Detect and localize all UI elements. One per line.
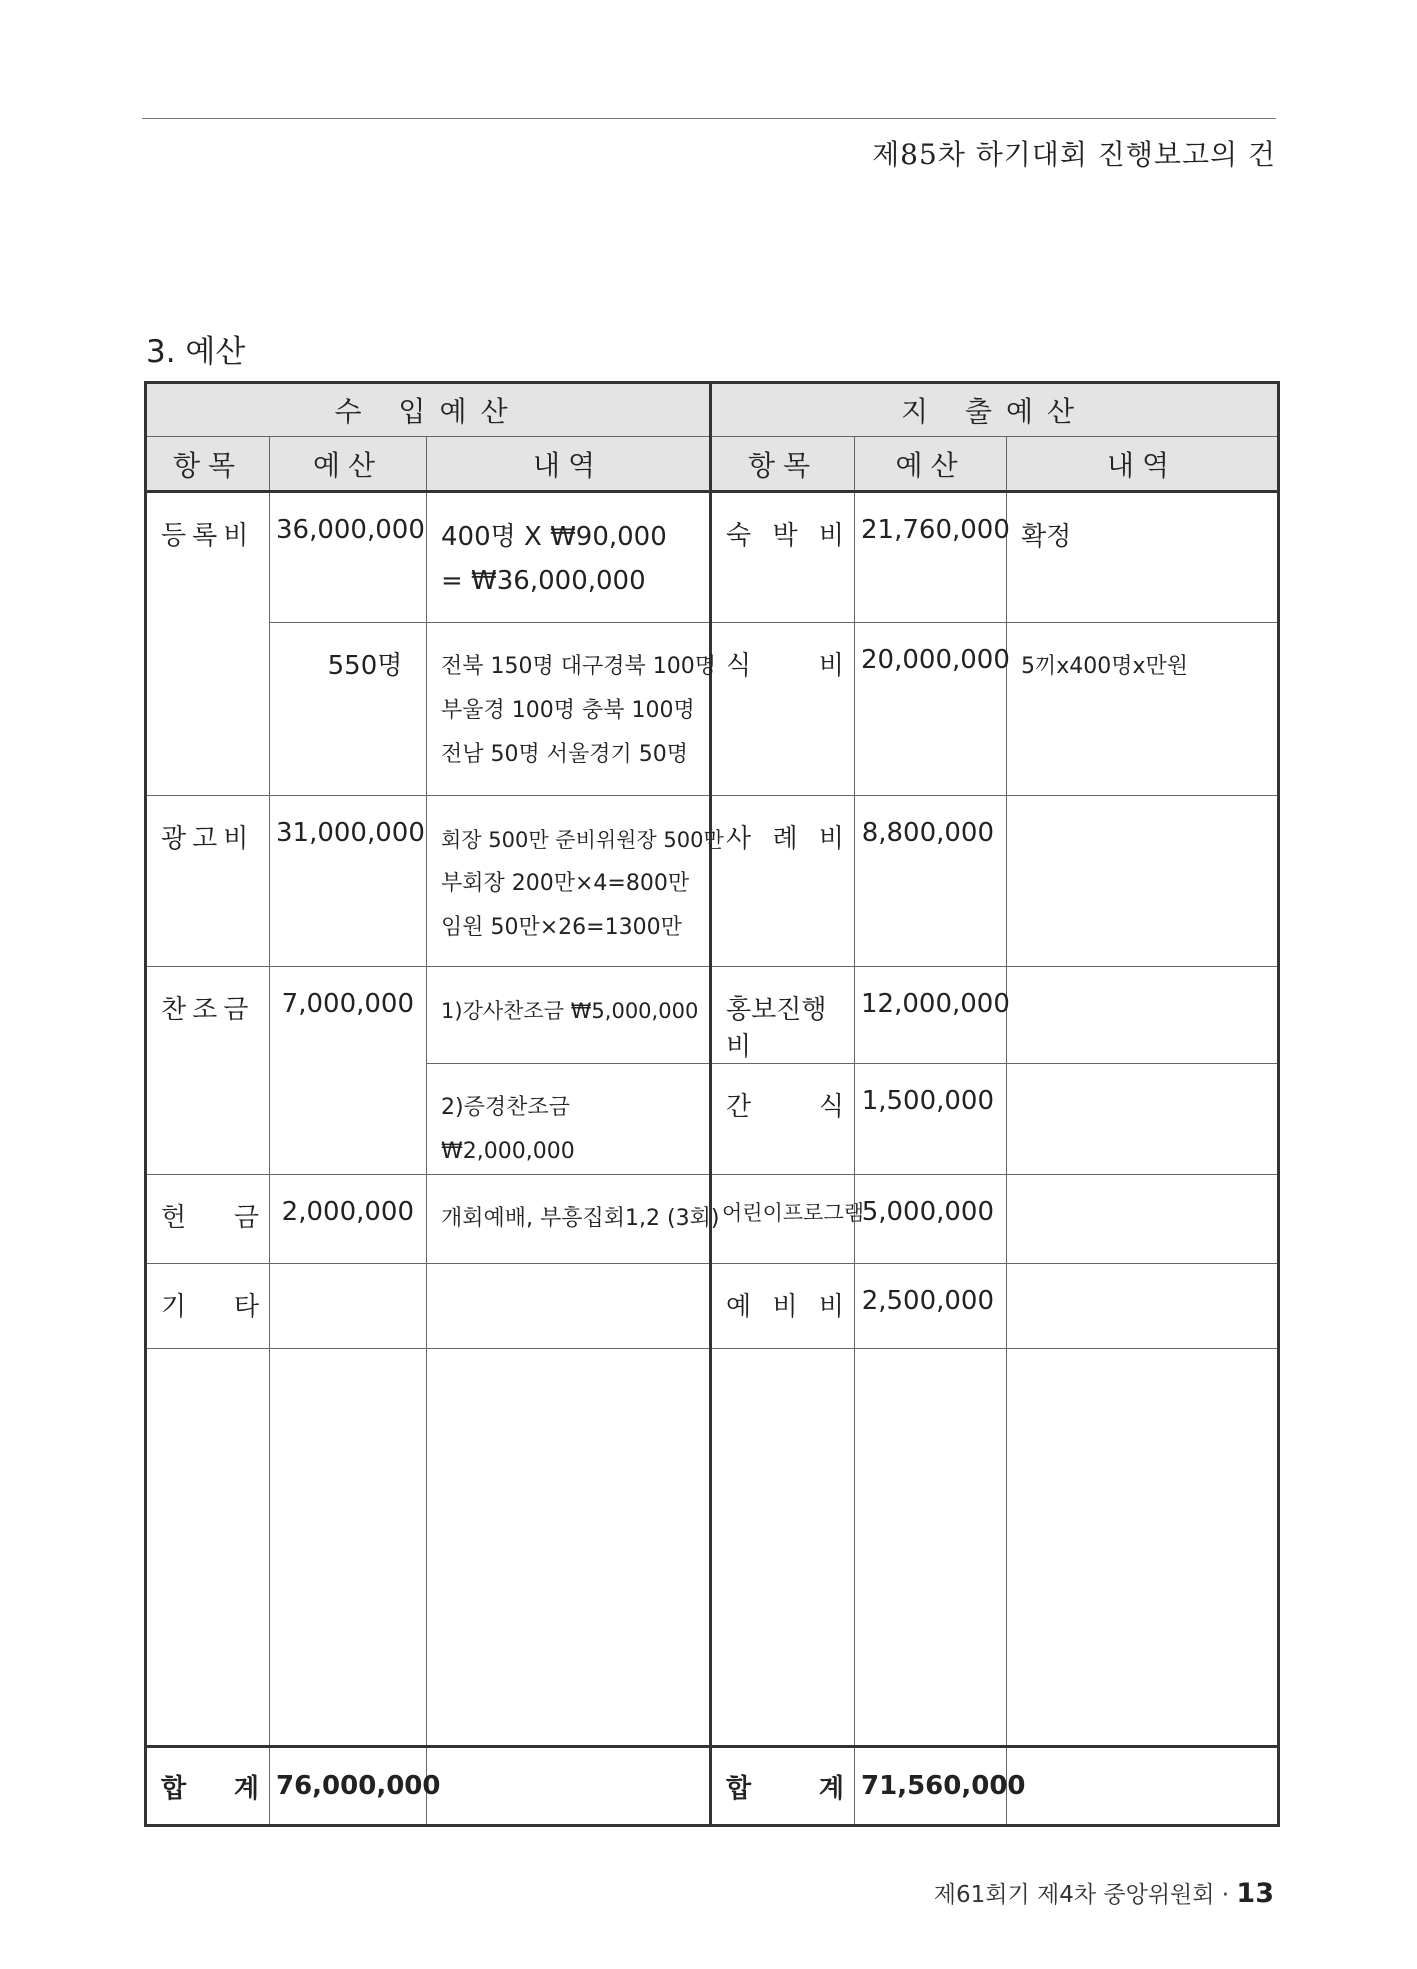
expense-total-label [711, 1747, 855, 1826]
table-row [146, 967, 1279, 1064]
expense-detail-snacks [1007, 1064, 1279, 1175]
detail-line: 400명 X ₩90,000 [441, 522, 667, 552]
empty-cell [855, 1349, 1007, 1747]
income-item-other [146, 1264, 270, 1349]
running-header: 제85차 하기대회 진행보고의 건 [872, 138, 1276, 171]
item-char: 식 [726, 651, 752, 681]
expense-total-detail [1007, 1747, 1279, 1826]
income-item-sponsorship: 찬조금 [146, 967, 270, 1175]
expense-amount-lodging: 21,760,000 [855, 492, 1007, 623]
expense-item-promotion: 홍보진행비 [711, 967, 855, 1064]
detail-line: 부울경 100명 충북 100명 [441, 698, 695, 723]
item-char: 비 [818, 824, 845, 854]
income-amount-other [270, 1264, 427, 1349]
detail-line: 전북 150명 대구경북 100명 [441, 654, 716, 679]
income-item-advertising: 광고비 [146, 796, 270, 967]
item-char: 사 [726, 824, 752, 854]
item-char: 타 [233, 1292, 259, 1322]
expense-detail-reserve [1007, 1264, 1279, 1349]
item-char: 기 [161, 1292, 187, 1322]
detail-line: = ₩36,000,000 [441, 566, 646, 596]
income-budget-col-header: 예산 [270, 437, 427, 492]
expense-detail-lodging: 확정 [1007, 492, 1279, 623]
detail-line: 임원 50만×26=1300만 [441, 915, 682, 940]
page-number: 13 [1236, 1878, 1274, 1909]
detail-line: 전남 50명 서울경기 50명 [441, 742, 688, 767]
income-item-header: 항목 [146, 437, 270, 492]
income-total-label [146, 1747, 270, 1826]
income-item-registration: 등록비 [146, 492, 270, 796]
expense-amount-reserve: 2,500,000 [855, 1264, 1007, 1349]
table-row [146, 1264, 1279, 1349]
empty-cell [1007, 1349, 1279, 1747]
empty-cell [427, 1349, 711, 1747]
expense-amount-children-program: 5,000,000 [855, 1175, 1007, 1264]
detail-line: 회장 500만 준비위원장 500만 [441, 828, 724, 852]
expense-item-header: 항목 [711, 437, 855, 492]
item-char: 비 [818, 521, 845, 551]
item-char: 계 [818, 1773, 845, 1804]
income-detail-former-sponsorship: 2)증경찬조금 ₩2,000,000 [427, 1064, 711, 1175]
item-char: 금 [233, 1203, 259, 1233]
expense-item-snacks [711, 1064, 855, 1175]
income-budget-header: 수 입예산 [146, 383, 711, 437]
income-detail-regions [427, 623, 716, 796]
item-char: 합 [161, 1773, 187, 1804]
expense-item-meals [711, 623, 855, 796]
total-row [146, 1747, 1279, 1826]
header-rule [142, 118, 1276, 119]
expense-detail-meals: 5끼x400명x만원 [1007, 623, 1279, 796]
table-row [146, 492, 1279, 623]
footer-text: 제61회기 제4차 중앙위원회 · [933, 1882, 1230, 1908]
expense-amount-meals: 20,000,000 [855, 623, 1007, 796]
expense-budget-header: 지 출예산 [711, 383, 1279, 437]
income-detail-registration [427, 492, 711, 623]
table-row [146, 623, 1279, 796]
item-char: 비 [772, 1292, 798, 1322]
empty-cell [270, 1349, 427, 1747]
income-detail-lecturer-sponsorship: 1)강사찬조금 ₩5,000,000 [427, 967, 711, 1064]
detail-line: 부회장 200만×4=800만 [441, 871, 690, 896]
column-header-row [146, 437, 1279, 492]
item-char: 례 [772, 824, 798, 854]
expense-detail-honorarium [1007, 796, 1279, 967]
expense-detail-header: 내역 [1007, 437, 1279, 492]
item-char: 예 [726, 1292, 752, 1322]
expense-total-amount: 71,560,000 [855, 1747, 1007, 1826]
table-row [146, 1175, 1279, 1264]
income-detail-advertising [427, 796, 724, 967]
item-char: 합 [726, 1773, 752, 1804]
income-amount-sponsorship: 7,000,000 [270, 967, 427, 1175]
expense-amount-snacks: 1,500,000 [855, 1064, 1007, 1175]
expense-amount-promotion: 12,000,000 [855, 967, 1007, 1064]
income-amount-advertising: 31,000,000 [270, 796, 427, 967]
expense-item-reserve [711, 1264, 855, 1349]
item-char: 식 [818, 1092, 845, 1122]
item-char: 숙 [726, 521, 752, 551]
expense-amount-honorarium: 8,800,000 [855, 796, 1007, 967]
section-title: 3. 예산 [146, 334, 246, 370]
item-char: 비 [818, 1292, 845, 1322]
income-detail-offering: 개회예배, 부흥집회1,2 (3회) [427, 1175, 711, 1264]
page-footer [934, 1876, 1274, 1909]
empty-cell [711, 1349, 855, 1747]
group-header-row [146, 383, 1279, 437]
item-char: 간 [726, 1092, 752, 1122]
income-amount-registration: 36,000,000 [270, 492, 427, 623]
expense-detail-promotion [1007, 967, 1279, 1064]
income-amount-offering: 2,000,000 [270, 1175, 427, 1264]
income-detail-other [427, 1264, 711, 1349]
income-total-amount: 76,000,000 [270, 1747, 427, 1826]
expense-detail-children-program [1007, 1175, 1279, 1264]
income-item-offering [146, 1175, 270, 1264]
budget-table [144, 381, 1280, 1827]
empty-cell [146, 1349, 270, 1747]
item-char: 박 [772, 521, 798, 551]
income-registrants-count: 550명 [270, 623, 427, 796]
expense-budget-col-header: 예산 [855, 437, 1007, 492]
income-total-detail [427, 1747, 711, 1826]
item-char: 헌 [161, 1203, 187, 1233]
item-char: 비 [818, 651, 845, 681]
expense-item-children-program: 어린이프로그램 [711, 1175, 855, 1264]
table-row [146, 796, 1279, 967]
item-char: 계 [233, 1773, 259, 1804]
expense-item-honorarium [711, 796, 855, 967]
empty-row [146, 1349, 1279, 1747]
income-detail-header: 내역 [427, 437, 711, 492]
expense-item-lodging [711, 492, 855, 623]
